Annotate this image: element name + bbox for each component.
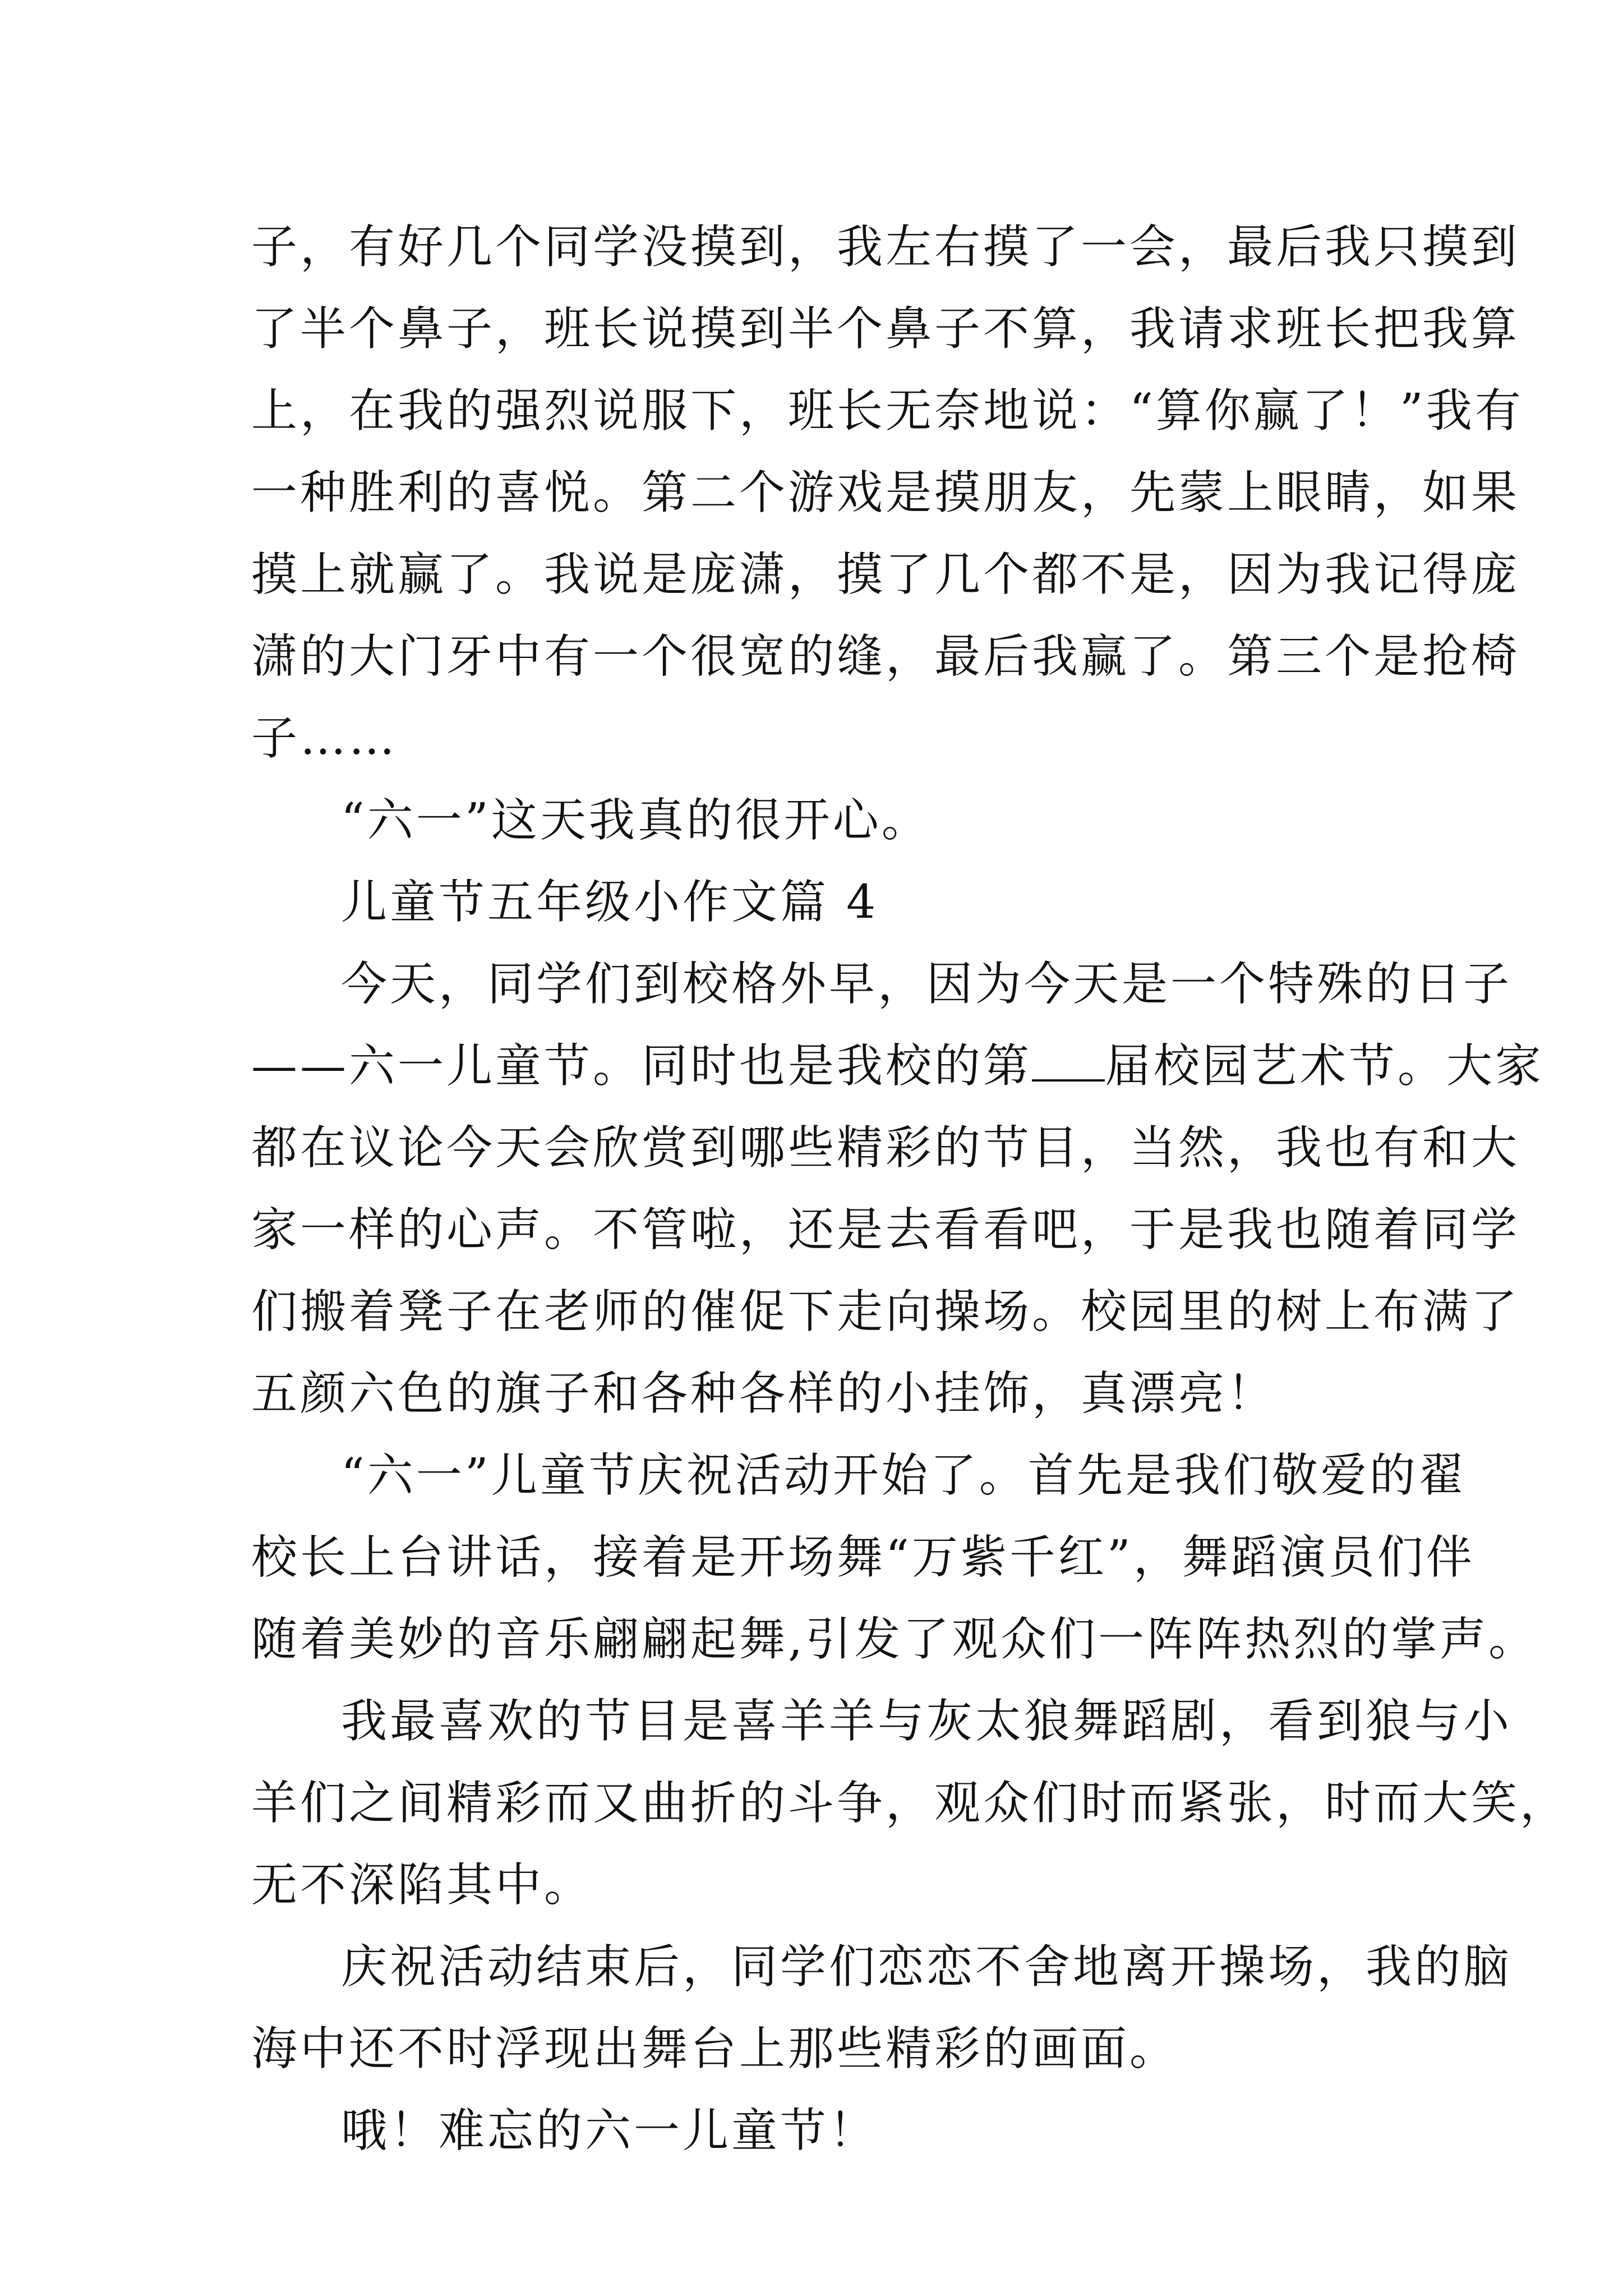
text-line: 一种胜利的喜悦。第二个游戏是摸朋友，先蒙上眼睛，如果 [251,466,1520,519]
text-line-with-blank [251,1025,1544,1107]
text-line: “六一”儿童节庆祝活动开始了。首先是我们敬爱的翟 [341,1449,1467,1502]
text-segment: 届校园艺术节。大家 [1105,1039,1544,1093]
text-line: 随着美妙的音乐翩翩起舞,引发了观众们一阵阵热烈的掌声。 [251,1613,1538,1666]
fill-in-blank [1032,1040,1105,1082]
paragraph-continuation [251,206,1524,780]
text-line: 们搬着凳子在老师的催促下走向操场。校园里的树上布满了 [251,1285,1520,1338]
text-line: 庆祝活动结束后，同学们恋恋不舍地离开操场，我的脑 [341,1940,1513,1994]
paragraph [251,1926,1513,2090]
text-line: 校长上台讲话，接着是开场舞“万紫千红”，舞蹈演员们伴 [251,1531,1475,1584]
text-line: 子…… [251,712,398,765]
text-line: 摸上就赢了。我说是庞潇，摸了几个都不是，因为我记得庞 [251,548,1520,601]
text-line: 哦！难忘的六一儿童节！ [341,2104,878,2157]
text-line: 潇的大门牙中有一个很宽的缝，最后我赢了。第三个是抢椅 [251,630,1520,683]
text-line: 无不深陷其中。 [251,1858,593,1912]
text-line: 了半个鼻子，班长说摸到半个鼻子不算，我请求班长把我算 [251,302,1520,356]
text-line: 今天，同学们到校格外早，因为今天是一个特殊的日子 [341,958,1513,1011]
text-line: 都在议论今天会欣赏到哪些精彩的节目，当然，我也有和大 [251,1121,1520,1175]
text-line: 家一样的心声。不管啦，还是去看看吧，于是我也随着同学 [251,1203,1520,1257]
section-heading [251,862,1395,944]
heading-line: 儿童节五年级小作文篇 4 [341,876,879,929]
text-line: 羊们之间精彩而又曲折的斗争，观众们时而紧张，时而大笑， [251,1777,1569,1830]
text-line: 五颜六色的旗子和各种各样的小挂饰，真漂亮！ [251,1367,1276,1420]
text-line: 海中还不时浮现出舞台上那些精彩的画面。 [251,2022,1179,2076]
text-line: 上，在我的强烈说服下，班长无奈地说：“算你赢了！”我有 [251,384,1524,438]
text-segment: ——六一儿童节。同时也是我校的第 [251,1039,1032,1093]
paragraph [251,2090,1395,2172]
paragraph [251,1435,1538,1681]
text-line: “六一”这天我真的很开心。 [341,794,930,847]
document-body [251,206,1569,2172]
text-line: 我最喜欢的节目是喜羊羊与灰太狼舞蹈剧，看到狼与小 [341,1695,1513,1748]
text-line: 子，有好几个同学没摸到，我左右摸了一会，最后我只摸到 [251,220,1520,274]
paragraph [251,1681,1569,1926]
paragraph [251,944,1544,1435]
paragraph [251,780,1395,862]
